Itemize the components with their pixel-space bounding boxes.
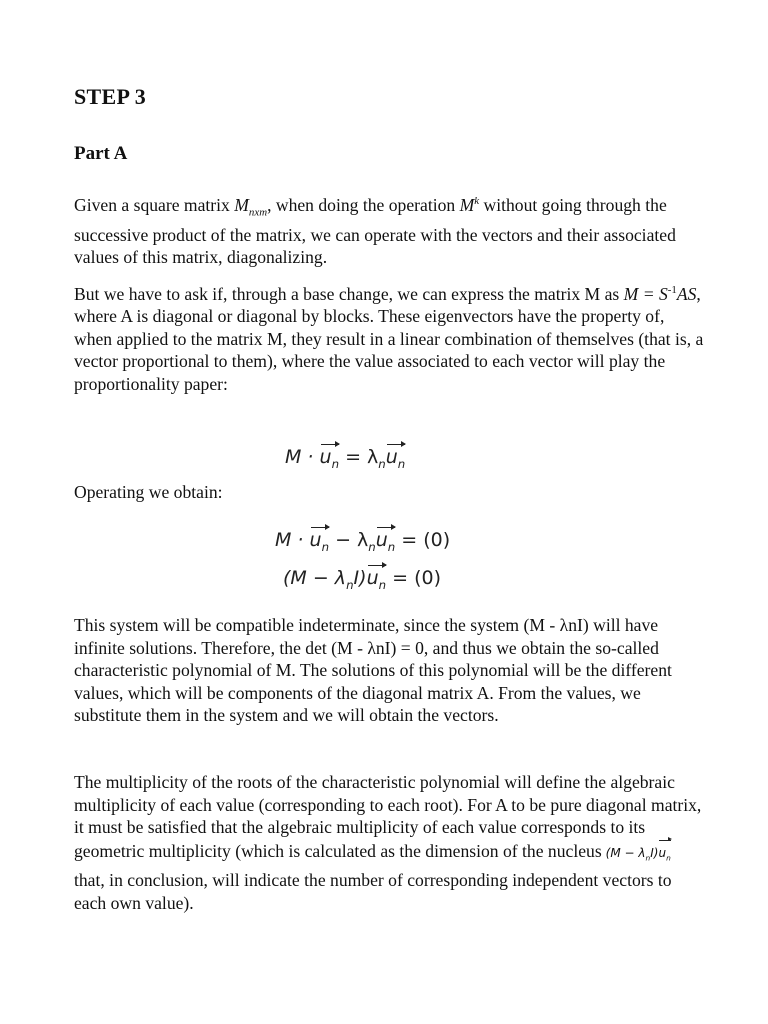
eq-part: n	[387, 539, 396, 554]
eq-part: − λ	[329, 529, 369, 551]
eq-part: n	[397, 456, 406, 471]
eq-part: n	[378, 577, 387, 592]
eq-part: M ·	[275, 529, 310, 551]
eq-part: n	[321, 539, 330, 554]
vector-u	[386, 443, 406, 471]
eq-part: M ·	[285, 446, 320, 468]
text: , when doing the operation	[267, 194, 460, 215]
eq-part: u	[385, 446, 398, 468]
eq-part: n	[378, 456, 386, 471]
eq-part: n	[368, 539, 376, 554]
vector-u	[376, 526, 396, 554]
formula-superscript: -1	[667, 284, 677, 296]
step-heading: STEP 3	[74, 84, 147, 109]
power-superscript: k	[474, 195, 480, 207]
text: Given a square matrix	[74, 194, 235, 215]
eq-part: = λ	[339, 446, 379, 468]
eq-part: u	[658, 845, 667, 860]
paragraph-characteristic: This system will be compatible indeterminate, since the system (M - λnI) will have infinite solutions. Therefore, the det (M - λnI) = 0, and thus we obtain the so-called characteristic polynomial of M. The solutions of this polynomial will be the different values, which will be components of the diagonal matrix A. From the values, we substitute them in the system and we will obtain the vectors.	[74, 615, 672, 725]
equation-eigen	[285, 443, 405, 471]
paragraph-operating: Operating we obtain:	[74, 482, 223, 502]
text: But we have to ask if, through a base change, we can express the matrix M as	[74, 283, 624, 304]
eq-part: I)	[650, 845, 659, 860]
eq-part: = (0)	[395, 529, 451, 551]
eq-part: u	[375, 529, 388, 551]
part-heading: Part A	[74, 143, 128, 164]
eq-part: (M − λ	[605, 845, 646, 860]
paragraph-base-change	[74, 279, 704, 395]
eq-part: = (0)	[386, 567, 441, 589]
eq-part: n	[666, 852, 671, 862]
text: , where A is diagonal or diagonal by blocks. These eigenvectors have the property of, when applied to the matrix M, they result in a linear combination of themselves (that is, a vector proportional to them), where the value associated to each vector will play the proportionality paper:	[74, 283, 704, 394]
matrix-symbol: M	[459, 194, 475, 215]
eq-part: I)	[353, 567, 367, 589]
eq-part: (M − λ	[283, 567, 347, 589]
eq-part: u	[309, 529, 322, 551]
eq-part: u	[366, 567, 379, 589]
text: without going through the successive product of the matrix, we can operate with the vectors and their associated values of this matrix, diagonalizing.	[74, 194, 676, 268]
vector-u	[310, 526, 330, 554]
paragraph-intro	[74, 190, 704, 269]
text: that, in conclusion, will indicate the number of corresponding independent vectors to each own value).	[74, 870, 672, 913]
equation-subtraction	[275, 526, 450, 554]
vector-u	[320, 443, 340, 471]
equation-factored	[283, 564, 441, 592]
eq-part: n	[331, 456, 340, 471]
vector-u	[658, 839, 670, 870]
nucleus-formula	[602, 846, 675, 860]
text: The multiplicity of the roots of the characteristic polynomial will define the algebraic multiplicity of each value (corresponding to each root). For A to be pure diagonal matrix, it must be satisfied that the algebraic multiplicity of each value corresponds to its geometric multiplicity (which is calculated as the dimension of the nucleus	[74, 772, 702, 861]
eq-part: u	[319, 446, 332, 468]
vector-u	[367, 564, 387, 592]
matrix-subscript: nxm	[248, 206, 268, 219]
formula: M = S	[623, 283, 668, 304]
eq-part: n	[346, 577, 354, 592]
matrix-symbol: M	[234, 194, 249, 215]
eq-part: n	[645, 852, 651, 862]
paragraph-multiplicity	[74, 771, 704, 914]
formula: AS	[676, 283, 697, 304]
